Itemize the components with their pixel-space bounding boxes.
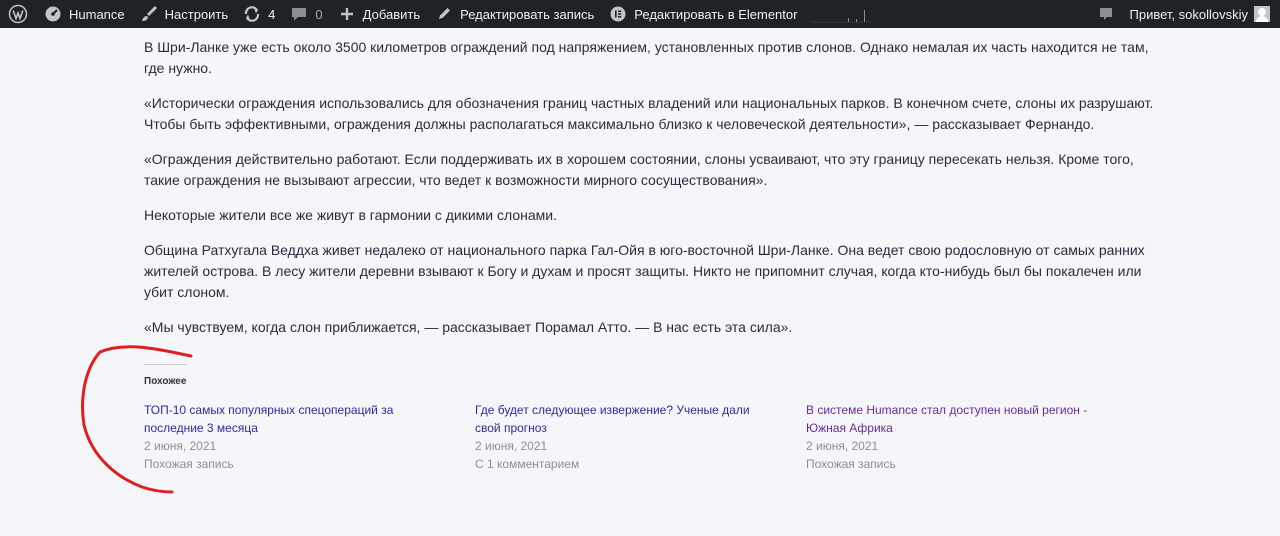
paragraph: В Шри-Ланке уже есть около 3500 километров ограждений под напряжением, установленных против слонов. Однако немалая их часть находится не там, где нужно.: [144, 39, 1149, 76]
article-content: [144, 37, 1154, 352]
related-post-date: 2 июня, 2021: [806, 439, 879, 453]
paragraph: Некоторые жители все же живут в гармонии с дикими слонами.: [144, 207, 557, 223]
edit-elementor-label: Редактировать в Elementor: [634, 6, 798, 22]
wp-admin-bar: [0, 0, 1280, 28]
paragraph: «Мы чувствуем, когда слон приближается, — рассказывает Порамал Атто. — В нас есть эта сила».: [144, 319, 793, 335]
customize-link[interactable]: [132, 0, 236, 28]
elementor-icon: [608, 4, 628, 24]
related-heading: Похожее: [144, 376, 187, 387]
updates-link[interactable]: [235, 0, 282, 28]
paragraph: «Исторически ограждения использовались для обозначения границ частных владений или национальных парков. В конечном счете, слоны их разрушают. Чтобы быть эффективными, ограждения должны располагаться максимально близко к человеческой деятельности», — рассказывает Фернандо.: [144, 95, 1154, 132]
notifications-button[interactable]: [1089, 0, 1123, 28]
notification-icon: [1096, 4, 1116, 24]
related-post-context: Похожая запись: [806, 457, 896, 471]
related-post-date: 2 июня, 2021: [475, 439, 548, 453]
edit-post-link[interactable]: [427, 0, 601, 28]
new-content-link[interactable]: [330, 0, 427, 28]
edit-post-label: Редактировать запись: [460, 6, 595, 22]
related-post: [475, 401, 775, 473]
site-name-link[interactable]: [36, 0, 132, 28]
related-post-context: С 1 комментарием: [475, 457, 580, 471]
pencil-icon: [434, 4, 454, 24]
wordpress-icon: [8, 4, 28, 24]
greeting-label: Привет, sokollovskiy: [1129, 6, 1248, 22]
updates-icon: [242, 4, 262, 24]
comments-count: 0: [315, 6, 323, 22]
related-divider: [144, 364, 187, 365]
site-name-label: Humance: [69, 6, 125, 22]
add-new-label: Добавить: [362, 6, 421, 22]
stats-sparkline[interactable]: [812, 4, 872, 24]
home-dashboard-icon: [43, 4, 63, 24]
related-post: [806, 401, 1106, 473]
related-post-link[interactable]: В системе Humance стал доступен новый регион - Южная Африка: [806, 403, 1088, 435]
paragraph: Община Ратхугала Веддха живет недалеко от национального парка Гал-Ойя в юго-восточной Шри-Ланке. Она ведет свою родословную от самых ранних жителей острова. В лесу жители деревни взывают к Богу и духам и просят защиты. Никто не припомнит случая, когда кто-нибудь был бы покалечен или убит слоном.: [144, 242, 1145, 300]
avatar-icon: [1254, 6, 1270, 22]
paragraph: «Ограждения действительно работают. Если поддерживать их в хорошем состоянии, слоны усваивают, что эту границу пересекать нельзя. Кроме того, такие ограждения не вызывают агрессии, что ведет к возможности мирного сосуществования».: [144, 151, 1134, 188]
my-account-menu[interactable]: [1123, 0, 1280, 28]
comment-icon: [289, 4, 309, 24]
updates-count: 4: [268, 6, 276, 22]
customize-label: Настроить: [164, 6, 229, 22]
comments-link[interactable]: [282, 0, 329, 28]
brush-icon: [139, 4, 159, 24]
plus-icon: [337, 4, 357, 24]
related-post-link[interactable]: ТОП-10 самых популярных спецопераций за последние 3 месяца: [144, 403, 394, 435]
wp-logo-menu[interactable]: [0, 0, 36, 28]
related-post-date: 2 июня, 2021: [144, 439, 217, 453]
edit-elementor-link[interactable]: [601, 0, 804, 28]
related-post-link[interactable]: Где будет следующее извержение? Ученые дали свой прогноз: [475, 403, 750, 435]
related-post: [144, 401, 444, 473]
related-post-context: Похожая запись: [144, 457, 234, 471]
